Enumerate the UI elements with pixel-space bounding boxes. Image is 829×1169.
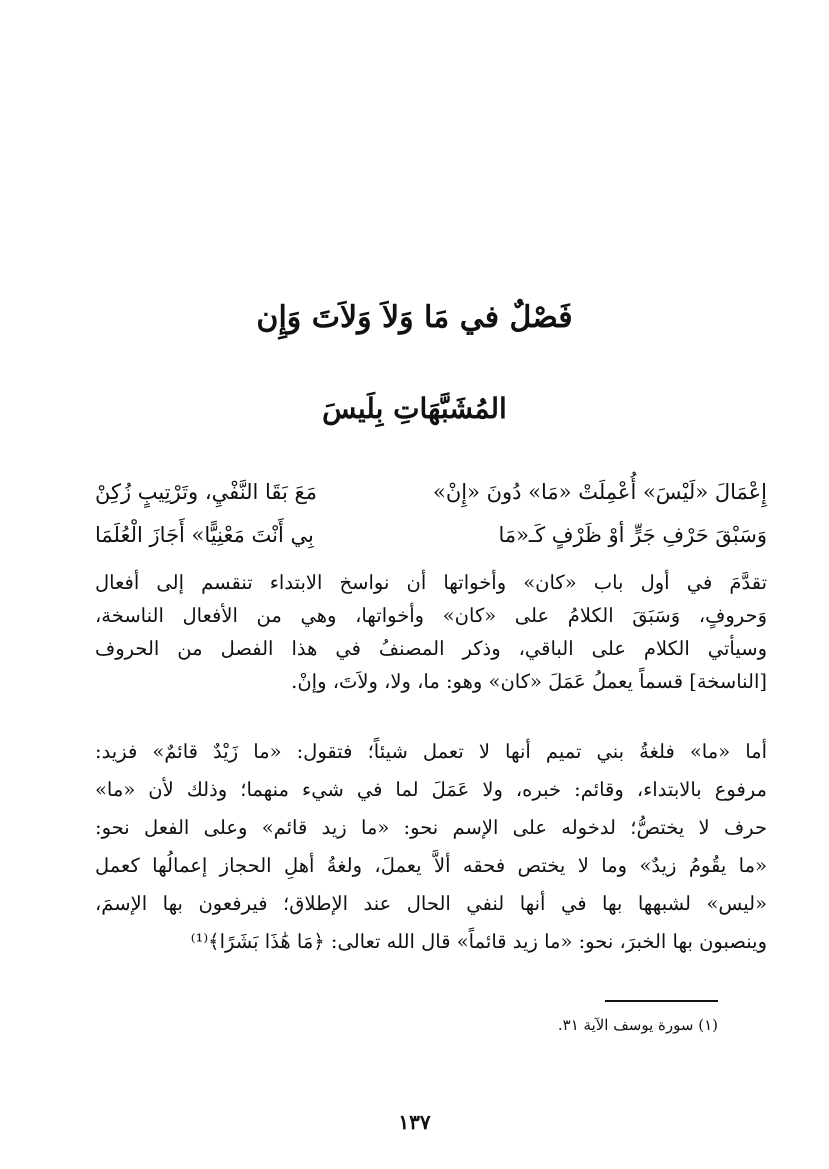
paragraph-line: [الناسخة] قسماً يعملُ عَمَلَ «كان» وهو: ما، ولا، ولاَتَ، وإنْ. [291,670,767,693]
verse-line [95,480,767,504]
paragraph-line: مرفوع بالابتداء، وقائم: خبره، ولا عَمَلَ لما في شيء منهما؛ وذلك لأن «ما» [95,778,767,801]
verse-line [95,523,767,547]
paragraph-line: وَحروفٍ، وَسَبَقَ الكلامُ على «كان» وأخواتها، وهي من الأفعال الناسخة، [95,604,767,627]
verse-hemistich-right: إِعْمَالَ «لَيْسَ» أُعْمِلَتْ «مَا» دُونَ «إِنْ» [432,480,767,504]
paragraph-line: «ليس» لشبهها بها في أنها لنفي الحال عند الإطلاق؛ فيرفعون بها الإسمَ، [95,892,767,915]
paragraph-line: «ما يقُومُ زيدٌ» وما لا يختص فحقه ألاَّ يعملَ، ولغةُ أهلِ الحجاز إعمالُها كعمل [95,854,767,877]
section-subtitle: المُشَبَّهَاتِ بِلَيسَ [322,392,507,425]
footnote: (١) سورة يوسف الآية ٣١. [557,1016,718,1034]
page-number: ١٣٧ [398,1110,431,1134]
paragraph-line: تقدَّمَ في أول باب «كان» وأخواتها أن نواسخ الابتداء تنقسم إلى أفعال [95,571,767,594]
paragraph-line: وينصبون بها الخبرَ، نحو: «ما زيد قائماً» قال الله تعالى: ﴿مَا هَٰذَا بَشَرًا﴾⁽¹⁾ [190,930,767,953]
verse-hemistich-right: وَسَبْقَ حَرْفِ جَرٍّ أوْ ظَرْفٍ كَـ«مَا [498,523,767,547]
paragraph-line: أما «ما» فلغةُ بني تميم أنها لا تعمل شيئاً؛ فتقول: «ما زَيْدٌ قائمٌ» فزيد: [95,740,767,763]
paragraph-line: حرف لا يختصُّ؛ لدخوله على الإسم نحو: «ما زيد قائم» وعلى الفعل نحو: [95,816,767,839]
footnote-divider [605,1000,718,1002]
verse-hemistich-left: مَعَ بَقَا النَّفْيِ، وتَرْتِيبٍ زُكِنْ [95,480,317,504]
section-title: فَصْلٌ في مَا وَلاَ وَلاَتَ وَإِن [256,300,573,335]
verse-hemistich-left: بِي أَنْتَ مَعْنِيًّا» أَجَازَ الْعُلَمَا [95,523,314,547]
paragraph-line: وسيأتي الكلام على الباقي، وذكر المصنفُ في هذا الفصل من الحروف [95,637,767,660]
